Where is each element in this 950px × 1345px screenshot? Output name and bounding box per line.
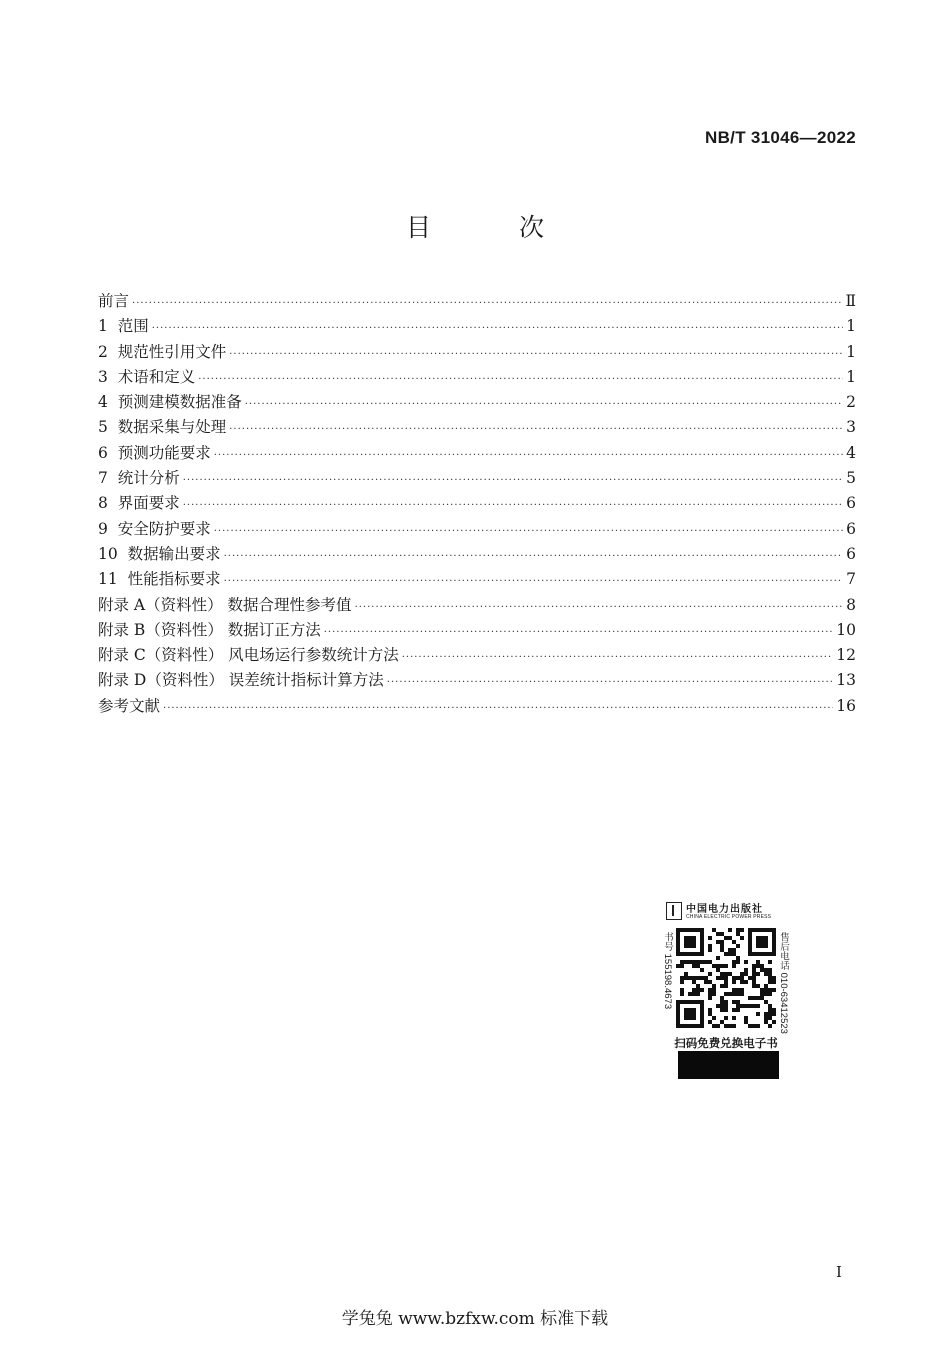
toc-entry-page: Ⅱ [845, 292, 856, 310]
page-number: I [836, 1263, 842, 1281]
toc-entry-number: 3 [98, 367, 118, 386]
toc-entry-label: 附录 B（资料性） 数据订正方法 [98, 620, 321, 639]
toc-entry-label: 附录 A（资料性） 数据合理性参考值 [98, 595, 352, 614]
toc-leader-dots [183, 468, 843, 493]
toc-leader-dots [402, 645, 834, 670]
toc-entry-label: 数据采集与处理 [117, 418, 227, 437]
toc-entry-number: 11 [98, 570, 128, 589]
qr-code-icon[interactable] [676, 928, 776, 1028]
toc-entry[interactable] [98, 668, 856, 693]
toc-entry-label: 术语和定义 [117, 367, 196, 386]
toc-entry[interactable] [98, 491, 856, 516]
toc-entry-label: 前言 [98, 292, 130, 310]
toc-entry-page: 2 [846, 393, 856, 412]
toc-entry-page: 3 [846, 418, 856, 437]
toc-entry-page: 8 [846, 595, 856, 614]
toc-entry[interactable] [98, 567, 856, 592]
toc-entry-number: 5 [98, 418, 118, 437]
toc-entry-page: 4 [846, 443, 856, 462]
toc-entry[interactable] [98, 390, 856, 415]
toc-leader-dots [229, 417, 843, 442]
qr-block [664, 896, 788, 1081]
toc-entry[interactable] [98, 517, 856, 542]
toc-entry-page: 1 [846, 317, 856, 336]
toc-entry-page: 13 [836, 671, 856, 690]
toc-entry[interactable] [98, 593, 856, 618]
toc-leader-dots [198, 367, 843, 392]
toc-leader-dots [229, 342, 843, 367]
toc-entry[interactable] [98, 643, 856, 668]
publisher-name-en: CHINA ELECTRIC POWER PRESS [686, 914, 772, 920]
toc-entry[interactable] [98, 365, 856, 390]
toc-leader-dots [152, 316, 843, 341]
toc-entry[interactable] [98, 441, 856, 466]
toc-entry-number: 10 [98, 544, 128, 563]
redacted-code-box [678, 1051, 779, 1079]
toc-entry-number: 2 [98, 342, 118, 361]
toc-entry-number: 1 [98, 317, 118, 336]
toc-leader-dots [214, 519, 843, 544]
toc-entry[interactable] [98, 415, 856, 440]
toc-entry-label: 规范性引用文件 [117, 342, 227, 361]
qr-caption: 扫码免费兑换电子书 [674, 1036, 778, 1050]
toc-entry-label: 参考文献 [98, 696, 161, 715]
toc-entry-label: 数据输出要求 [127, 544, 221, 563]
toc-leader-dots [387, 670, 833, 695]
toc-leader-dots [183, 493, 843, 518]
toc-entry-page: 6 [846, 519, 856, 538]
toc-entry-label: 性能指标要求 [127, 570, 221, 589]
toc-entry-label: 附录 D（资料性） 误差统计指标计算方法 [98, 671, 384, 690]
toc-leader-dots [163, 696, 833, 721]
toc-entry-label: 预测功能要求 [117, 443, 211, 462]
toc-entry[interactable] [98, 542, 856, 567]
toc-entry-number: 6 [98, 443, 118, 462]
toc-entry-page: 6 [846, 544, 856, 563]
toc-entry[interactable] [98, 466, 856, 491]
toc-entry-number: 4 [98, 393, 118, 412]
service-phone: 售后电话 010-63412523 [778, 932, 789, 1034]
toc-title: 目 次 [406, 213, 584, 242]
toc-entry-label: 统计分析 [117, 469, 180, 488]
toc-leader-dots [224, 544, 843, 569]
toc-entry-page: 1 [846, 367, 856, 386]
toc-leader-dots [355, 595, 843, 620]
toc-entry-page: 12 [836, 646, 856, 665]
toc-entry-number: 9 [98, 519, 118, 538]
toc-entry[interactable] [98, 694, 856, 719]
toc-leader-dots [224, 569, 843, 594]
toc-entry[interactable] [98, 314, 856, 339]
toc-entry-page: 6 [846, 494, 856, 513]
toc-entry-label: 附录 C（资料性） 风电场运行参数统计方法 [98, 646, 399, 665]
publisher-name-cn: 中国电力出版社 [686, 904, 763, 915]
toc-entry-page: 16 [836, 696, 856, 715]
toc-entry-label: 范围 [117, 317, 149, 336]
toc-entry-label: 预测建模数据准备 [117, 393, 242, 412]
toc-entry-number: 8 [98, 494, 118, 513]
toc-entry-page: 5 [846, 469, 856, 488]
toc-entry-label: 安全防护要求 [117, 519, 211, 538]
toc-entry-page: 1 [846, 342, 856, 361]
toc-entry-label: 界面要求 [117, 494, 180, 513]
table-of-contents [98, 289, 856, 719]
toc-entry[interactable] [98, 618, 856, 643]
toc-leader-dots [132, 291, 842, 316]
publisher-logo [664, 900, 788, 924]
toc-leader-dots [245, 392, 843, 417]
watermark[interactable]: 学兔兔 www.bzfxw.com 标准下载 [341, 1309, 609, 1329]
toc-entry-page: 7 [846, 570, 856, 589]
toc-entry-number: 7 [98, 469, 118, 488]
toc-entry[interactable] [98, 289, 856, 314]
publisher-logo-icon [666, 902, 682, 920]
book-number: 书号 155198.4673 [662, 932, 673, 1010]
toc-entry-page: 10 [836, 620, 856, 639]
standard-code: NB/T 31046—2022 [705, 128, 856, 147]
toc-leader-dots [214, 443, 843, 468]
toc-leader-dots [324, 620, 834, 645]
toc-entry[interactable] [98, 340, 856, 365]
